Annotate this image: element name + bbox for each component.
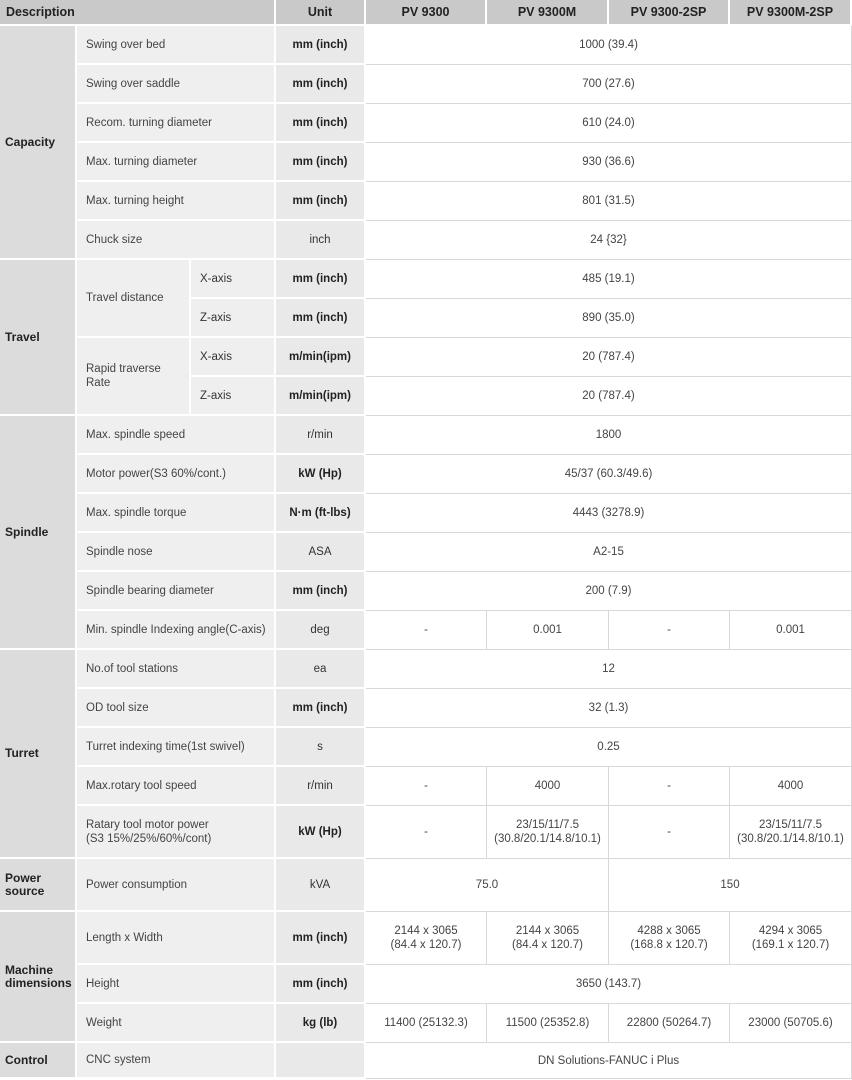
value-line: 23/15/11/7.5 bbox=[758, 819, 823, 831]
spec-item: Length x Width bbox=[77, 912, 276, 965]
spec-value: 0.001 bbox=[487, 611, 609, 650]
spec-value: 11500 (25352.8) bbox=[487, 1004, 609, 1043]
header-unit: Unit bbox=[276, 0, 366, 26]
spec-value: 23000 (50705.6) bbox=[730, 1004, 852, 1043]
value-line: (30.8/20.1/14.8/10.1) bbox=[494, 833, 601, 845]
category-power-source bbox=[0, 859, 77, 912]
table-row bbox=[0, 572, 852, 611]
header-model: PV 9300M bbox=[487, 0, 609, 26]
spec-unit: mm (inch) bbox=[276, 965, 366, 1004]
table-row bbox=[0, 728, 852, 767]
table-row bbox=[0, 494, 852, 533]
table-row bbox=[0, 689, 852, 728]
table-row bbox=[0, 65, 852, 104]
spec-value: 20 (787.4) bbox=[366, 338, 852, 377]
spec-unit: mm (inch) bbox=[276, 26, 366, 65]
spec-unit: mm (inch) bbox=[276, 689, 366, 728]
spec-value bbox=[730, 912, 852, 965]
value-line: 4288 x 3065 bbox=[637, 925, 701, 937]
category-control: Control bbox=[0, 1043, 77, 1079]
value-line: - bbox=[424, 826, 428, 838]
category-turret: Turret bbox=[0, 650, 77, 859]
spec-item-line: (S3 15%/25%/60%/cont) bbox=[86, 832, 212, 845]
spec-value: - bbox=[366, 611, 487, 650]
spec-value: 200 (7.9) bbox=[366, 572, 852, 611]
table-row bbox=[0, 650, 852, 689]
table-row bbox=[0, 182, 852, 221]
spec-item: Chuck size bbox=[77, 221, 276, 260]
spec-value: 3650 (143.7) bbox=[366, 965, 852, 1004]
spec-value: 700 (27.6) bbox=[366, 65, 852, 104]
spec-value: 45/37 (60.3/49.6) bbox=[366, 455, 852, 494]
spec-value: 0.001 bbox=[730, 611, 852, 650]
header-model: PV 9300 bbox=[366, 0, 487, 26]
spec-value: 4000 bbox=[487, 767, 609, 806]
spec-value: 890 (35.0) bbox=[366, 299, 852, 338]
spec-unit: mm (inch) bbox=[276, 65, 366, 104]
spec-unit: r/min bbox=[276, 767, 366, 806]
spec-value: 4000 bbox=[730, 767, 852, 806]
table-row bbox=[0, 104, 852, 143]
table-row bbox=[0, 1043, 852, 1079]
spec-value bbox=[366, 806, 487, 859]
spec-value: 1800 bbox=[366, 416, 852, 455]
spec-unit: kVA bbox=[276, 859, 366, 912]
spec-value: - bbox=[366, 767, 487, 806]
value-line: (84.4 x 120.7) bbox=[390, 939, 462, 951]
header-model: PV 9300M-2SP bbox=[730, 0, 852, 26]
value-line: 23/15/11/7.5 bbox=[515, 819, 580, 831]
spec-unit: m/min(ipm) bbox=[276, 338, 366, 377]
spec-value: 11400 (25132.3) bbox=[366, 1004, 487, 1043]
spec-item bbox=[77, 806, 276, 859]
spec-unit: deg bbox=[276, 611, 366, 650]
spec-axis: X-axis bbox=[191, 338, 276, 377]
spec-item: Max. turning height bbox=[77, 182, 276, 221]
spec-value: - bbox=[609, 767, 730, 806]
spec-unit: mm (inch) bbox=[276, 572, 366, 611]
spec-unit: mm (inch) bbox=[276, 104, 366, 143]
spec-unit: mm (inch) bbox=[276, 299, 366, 338]
spec-item: Max. spindle speed bbox=[77, 416, 276, 455]
spec-value: 150 bbox=[609, 859, 852, 912]
spec-item: Height bbox=[77, 965, 276, 1004]
spec-value: 24 {32} bbox=[366, 221, 852, 260]
spec-unit bbox=[276, 1043, 366, 1079]
spec-unit: s bbox=[276, 728, 366, 767]
spec-axis: Z-axis bbox=[191, 299, 276, 338]
spec-item: Power consumption bbox=[77, 859, 276, 912]
table-row bbox=[0, 806, 852, 859]
value-line: 2144 x 3065 bbox=[515, 925, 580, 937]
spec-unit: N·m (ft-lbs) bbox=[276, 494, 366, 533]
spec-unit: inch bbox=[276, 221, 366, 260]
spec-unit: ASA bbox=[276, 533, 366, 572]
spec-unit: kW (Hp) bbox=[276, 806, 366, 859]
spec-unit: kg (lb) bbox=[276, 1004, 366, 1043]
table-row bbox=[0, 912, 852, 965]
table-row bbox=[0, 611, 852, 650]
spec-value: 20 (787.4) bbox=[366, 377, 852, 416]
table-row bbox=[0, 965, 852, 1004]
category-line: Machine bbox=[5, 962, 54, 977]
spec-axis: X-axis bbox=[191, 260, 276, 299]
spec-value bbox=[609, 806, 730, 859]
spec-value: 485 (19.1) bbox=[366, 260, 852, 299]
spec-item: Spindle nose bbox=[77, 533, 276, 572]
spec-unit: mm (inch) bbox=[276, 143, 366, 182]
spec-value: - bbox=[609, 611, 730, 650]
value-line: (30.8/20.1/14.8/10.1) bbox=[737, 833, 844, 845]
category-machine-dimensions bbox=[0, 912, 77, 1043]
spec-item: Recom. turning diameter bbox=[77, 104, 276, 143]
table-row bbox=[0, 338, 852, 377]
table-row bbox=[0, 26, 852, 65]
table-row bbox=[0, 221, 852, 260]
spec-item: Swing over bed bbox=[77, 26, 276, 65]
category-line: source bbox=[5, 883, 45, 898]
spec-unit: kW (Hp) bbox=[276, 455, 366, 494]
spec-item: No.of tool stations bbox=[77, 650, 276, 689]
spec-item: Max. spindle torque bbox=[77, 494, 276, 533]
table-row bbox=[0, 767, 852, 806]
spec-value: DN Solutions-FANUC i Plus bbox=[366, 1043, 852, 1079]
category-travel: Travel bbox=[0, 260, 77, 416]
table-row bbox=[0, 859, 852, 912]
spec-value bbox=[366, 912, 487, 965]
table-row bbox=[0, 455, 852, 494]
spec-unit: mm (inch) bbox=[276, 912, 366, 965]
table-row bbox=[0, 533, 852, 572]
spec-item: Motor power(S3 60%/cont.) bbox=[77, 455, 276, 494]
spec-item: Max. turning diameter bbox=[77, 143, 276, 182]
spec-value: 22800 (50264.7) bbox=[609, 1004, 730, 1043]
header-row bbox=[0, 0, 852, 26]
category-line: dimensions bbox=[5, 975, 72, 990]
value-line: (169.1 x 120.7) bbox=[751, 939, 830, 951]
spec-value: 4443 (3278.9) bbox=[366, 494, 852, 533]
spec-unit: mm (inch) bbox=[276, 260, 366, 299]
spec-value bbox=[730, 806, 852, 859]
spec-value bbox=[487, 912, 609, 965]
table-row bbox=[0, 416, 852, 455]
spec-value: 1000 (39.4) bbox=[366, 26, 852, 65]
value-line: - bbox=[667, 826, 671, 838]
spec-value: 75.0 bbox=[366, 859, 609, 912]
spec-item: Max.rotary tool speed bbox=[77, 767, 276, 806]
spec-value: 0.25 bbox=[366, 728, 852, 767]
table-row bbox=[0, 143, 852, 182]
header-model: PV 9300-2SP bbox=[609, 0, 730, 26]
spec-unit: m/min(ipm) bbox=[276, 377, 366, 416]
spec-item: CNC system bbox=[77, 1043, 276, 1079]
spec-value bbox=[609, 912, 730, 965]
header-description: Description bbox=[0, 0, 276, 26]
spec-value bbox=[487, 806, 609, 859]
spec-item: OD tool size bbox=[77, 689, 276, 728]
category-capacity: Capacity bbox=[0, 26, 77, 260]
spec-item: Swing over saddle bbox=[77, 65, 276, 104]
value-line: (84.4 x 120.7) bbox=[512, 939, 583, 951]
spec-value: 610 (24.0) bbox=[366, 104, 852, 143]
spec-value: A2-15 bbox=[366, 533, 852, 572]
table-row bbox=[0, 1004, 852, 1043]
spec-value: 12 bbox=[366, 650, 852, 689]
spec-value: 32 (1.3) bbox=[366, 689, 852, 728]
spec-item-line: Ratary tool motor power bbox=[86, 818, 209, 831]
spec-unit: ea bbox=[276, 650, 366, 689]
spec-unit: mm (inch) bbox=[276, 182, 366, 221]
spec-item: Min. spindle Indexing angle(C-axis) bbox=[77, 611, 276, 650]
spec-axis: Z-axis bbox=[191, 377, 276, 416]
spec-item: Spindle bearing diameter bbox=[77, 572, 276, 611]
value-line: 2144 x 3065 bbox=[394, 925, 458, 937]
value-line: (168.8 x 120.7) bbox=[630, 939, 708, 951]
spec-value: 930 (36.6) bbox=[366, 143, 852, 182]
spec-item: Weight bbox=[77, 1004, 276, 1043]
category-line: Power bbox=[5, 870, 42, 885]
spec-item: Rapid traverse Rate bbox=[77, 338, 191, 416]
table-row bbox=[0, 260, 852, 299]
spec-item: Turret indexing time(1st swivel) bbox=[77, 728, 276, 767]
value-line: 4294 x 3065 bbox=[758, 925, 823, 937]
category-spindle: Spindle bbox=[0, 416, 77, 650]
spec-item: Travel distance bbox=[77, 260, 191, 338]
spec-value: 801 (31.5) bbox=[366, 182, 852, 221]
spec-unit: r/min bbox=[276, 416, 366, 455]
